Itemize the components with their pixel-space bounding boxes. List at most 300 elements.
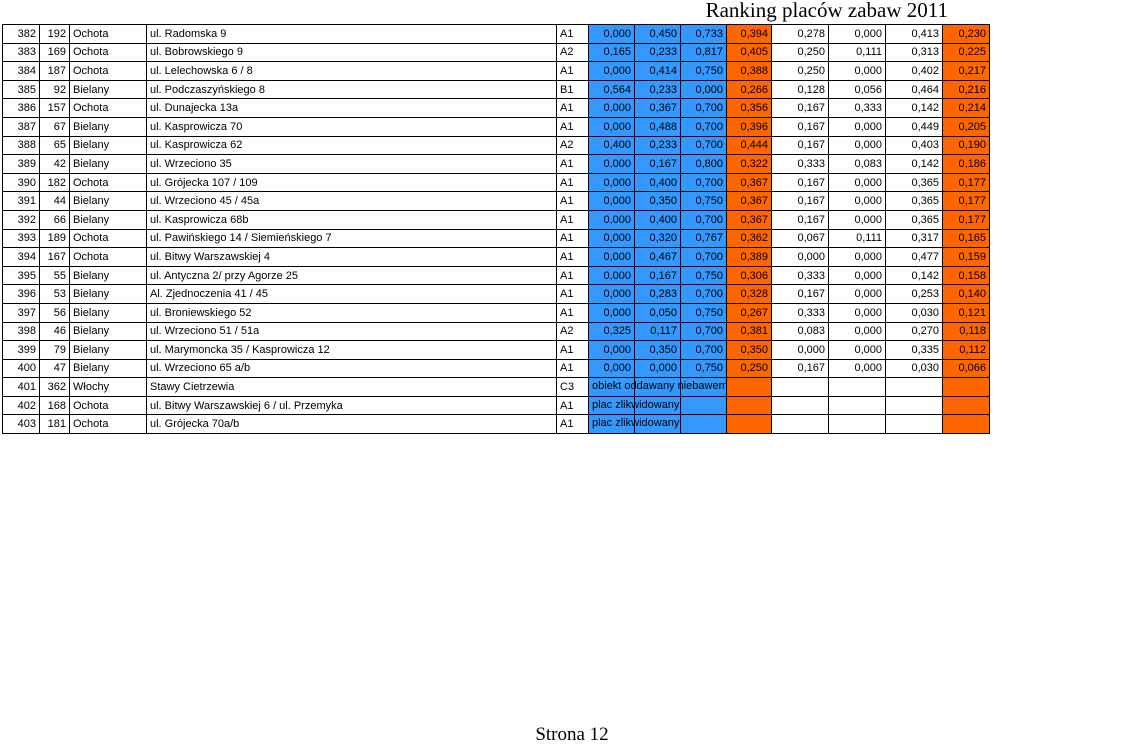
score-cell: 0,167: [772, 210, 829, 229]
score-cell-empty: [943, 396, 990, 415]
playground-number-cell: 65: [40, 136, 70, 155]
score-cell: 0,381: [727, 322, 772, 341]
score-cell: 0,400: [635, 173, 681, 192]
rank-position-cell: 385: [3, 80, 40, 99]
table-row: [3, 359, 990, 378]
address-cell: ul. Grójecka 107 / 109: [147, 173, 557, 192]
score-cell: 0,306: [727, 266, 772, 285]
category-cell: A1: [557, 266, 589, 285]
rank-position-cell: 382: [3, 25, 40, 44]
score-cell: 0,333: [772, 303, 829, 322]
score-cell: 0,112: [943, 341, 990, 360]
score-cell: 0,700: [681, 210, 727, 229]
score-cell: 0,367: [727, 192, 772, 211]
score-cell: 0,142: [886, 155, 943, 174]
address-cell: ul. Pawińskiego 14 / Siemieńskiego 7: [147, 229, 557, 248]
score-cell: 0,000: [829, 303, 886, 322]
rank-position-cell: 387: [3, 117, 40, 136]
district-cell: Ochota: [70, 25, 147, 44]
district-cell: Bielany: [70, 192, 147, 211]
score-cell: 0,000: [589, 229, 635, 248]
score-cell: 0,000: [829, 25, 886, 44]
score-cell: 0,167: [772, 136, 829, 155]
category-cell: A1: [557, 99, 589, 118]
score-cell: 0,444: [727, 136, 772, 155]
rank-position-cell: 401: [3, 378, 40, 397]
score-cell: 0,067: [772, 229, 829, 248]
score-cell: 0,000: [589, 248, 635, 267]
score-cell: 0,283: [635, 285, 681, 304]
playground-number-cell: 362: [40, 378, 70, 397]
note-cell: [589, 378, 728, 397]
rank-position-cell: 392: [3, 210, 40, 229]
playground-number-cell: 181: [40, 415, 70, 434]
score-cell: 0,165: [943, 229, 990, 248]
address-cell: ul. Marymoncka 35 / Kasprowicza 12: [147, 341, 557, 360]
address-cell: ul. Kasprowicza 70: [147, 117, 557, 136]
score-cell: 0,111: [829, 43, 886, 62]
table-row: [3, 303, 990, 322]
table-row: [3, 396, 990, 415]
address-cell: Stawy Cietrzewia: [147, 378, 557, 397]
playground-number-cell: 168: [40, 396, 70, 415]
district-cell: Bielany: [70, 303, 147, 322]
address-cell: ul. Wrzeciono 65 a/b: [147, 359, 557, 378]
score-cell-empty: [886, 415, 943, 434]
score-cell: 0,083: [829, 155, 886, 174]
address-cell: ul. Podczaszyńskiego 8: [147, 80, 557, 99]
district-cell: Ochota: [70, 99, 147, 118]
score-cell: 0,118: [943, 322, 990, 341]
score-cell-empty: [727, 415, 772, 434]
score-cell: 0,000: [829, 62, 886, 81]
score-cell: 0,335: [886, 341, 943, 360]
table-row: [3, 136, 990, 155]
table-row: [3, 285, 990, 304]
category-cell: A1: [557, 117, 589, 136]
score-cell: 0,159: [943, 248, 990, 267]
playground-number-cell: 187: [40, 62, 70, 81]
district-cell: Włochy: [70, 378, 147, 397]
score-cell: 0,322: [727, 155, 772, 174]
score-cell: 0,449: [886, 117, 943, 136]
score-cell: 0,367: [727, 210, 772, 229]
score-cell: 0,278: [772, 25, 829, 44]
address-cell: ul. Kasprowicza 62: [147, 136, 557, 155]
score-cell: 0,167: [772, 173, 829, 192]
rank-position-cell: 388: [3, 136, 40, 155]
score-cell: 0,000: [829, 266, 886, 285]
score-cell-empty: [943, 415, 990, 434]
score-cell: 0,000: [589, 192, 635, 211]
score-cell-empty: [681, 415, 727, 434]
score-cell: 0,000: [829, 341, 886, 360]
score-cell: 0,083: [772, 322, 829, 341]
score-cell: 0,000: [829, 322, 886, 341]
table-body: [3, 25, 990, 434]
score-cell: 0,750: [681, 303, 727, 322]
rank-position-cell: 384: [3, 62, 40, 81]
score-cell: 0,000: [681, 80, 727, 99]
category-cell: A1: [557, 210, 589, 229]
score-cell: 0,750: [681, 192, 727, 211]
score-cell-empty: [829, 396, 886, 415]
score-cell: 0,165: [589, 43, 635, 62]
score-cell: 0,000: [829, 248, 886, 267]
playground-number-cell: 192: [40, 25, 70, 44]
score-cell: 0,767: [681, 229, 727, 248]
score-cell: 0,167: [772, 359, 829, 378]
category-cell: A1: [557, 173, 589, 192]
rank-position-cell: 395: [3, 266, 40, 285]
score-cell: 0,817: [681, 43, 727, 62]
playground-number-cell: 47: [40, 359, 70, 378]
score-cell: 0,030: [886, 303, 943, 322]
address-cell: ul. Kasprowicza 68b: [147, 210, 557, 229]
playground-number-cell: 92: [40, 80, 70, 99]
rank-position-cell: 396: [3, 285, 40, 304]
score-cell-empty: [727, 396, 772, 415]
district-cell: Ochota: [70, 229, 147, 248]
playground-number-cell: 79: [40, 341, 70, 360]
rank-position-cell: 390: [3, 173, 40, 192]
score-cell: 0,000: [829, 359, 886, 378]
score-cell: 0,233: [635, 80, 681, 99]
score-cell: 0,388: [727, 62, 772, 81]
rank-position-cell: 393: [3, 229, 40, 248]
score-cell: 0,250: [727, 359, 772, 378]
score-cell-empty: [772, 396, 829, 415]
category-cell: B1: [557, 80, 589, 99]
score-cell: 0,000: [772, 341, 829, 360]
table-row: [3, 80, 990, 99]
score-cell: 0,050: [635, 303, 681, 322]
score-cell-empty: [727, 378, 772, 397]
score-cell: 0,313: [886, 43, 943, 62]
category-cell: A1: [557, 192, 589, 211]
address-cell: ul. Wrzeciono 51 / 51a: [147, 322, 557, 341]
score-cell: 0,167: [772, 99, 829, 118]
address-cell: ul. Broniewskiego 52: [147, 303, 557, 322]
score-cell: 0,205: [943, 117, 990, 136]
score-cell: 0,250: [772, 43, 829, 62]
score-cell-empty: [886, 378, 943, 397]
score-cell: 0,402: [886, 62, 943, 81]
table-row: [3, 173, 990, 192]
table-row: [3, 322, 990, 341]
category-cell: A1: [557, 229, 589, 248]
rank-position-cell: 400: [3, 359, 40, 378]
category-cell: A1: [557, 62, 589, 81]
score-cell: 0,142: [886, 266, 943, 285]
score-cell: 0,253: [886, 285, 943, 304]
score-cell: 0,066: [943, 359, 990, 378]
status-note: plac zlikwidowany: [592, 398, 680, 411]
rank-position-cell: 389: [3, 155, 40, 174]
score-cell: 0,233: [635, 136, 681, 155]
category-cell: A1: [557, 359, 589, 378]
score-cell: 0,333: [829, 99, 886, 118]
district-cell: Bielany: [70, 359, 147, 378]
score-cell: 0,266: [727, 80, 772, 99]
score-cell: 0,333: [772, 155, 829, 174]
category-cell: A1: [557, 396, 589, 415]
score-cell: 0,328: [727, 285, 772, 304]
category-cell: A2: [557, 322, 589, 341]
score-cell: 0,177: [943, 173, 990, 192]
score-cell-empty: [829, 415, 886, 434]
score-cell: 0,700: [681, 341, 727, 360]
address-cell: ul. Lelechowska 6 / 8: [147, 62, 557, 81]
score-cell: 0,000: [589, 303, 635, 322]
score-cell: 0,217: [943, 62, 990, 81]
playground-number-cell: 55: [40, 266, 70, 285]
playground-number-cell: 189: [40, 229, 70, 248]
score-cell: 0,405: [727, 43, 772, 62]
score-cell: 0,750: [681, 266, 727, 285]
district-cell: Bielany: [70, 341, 147, 360]
address-cell: ul. Dunajecka 13a: [147, 99, 557, 118]
score-cell: 0,450: [635, 25, 681, 44]
score-cell: 0,270: [886, 322, 943, 341]
address-cell: Al. Zjednoczenia 41 / 45: [147, 285, 557, 304]
table-row: [3, 378, 990, 397]
district-cell: Bielany: [70, 136, 147, 155]
score-cell: 0,400: [635, 210, 681, 229]
score-cell: 0,413: [886, 25, 943, 44]
score-cell: 0,225: [943, 43, 990, 62]
rank-position-cell: 394: [3, 248, 40, 267]
score-cell: 0,700: [681, 117, 727, 136]
address-cell: ul. Bobrowskiego 9: [147, 43, 557, 62]
score-cell: 0,414: [635, 62, 681, 81]
score-cell: 0,800: [681, 155, 727, 174]
score-cell: 0,000: [589, 266, 635, 285]
score-cell: 0,700: [681, 173, 727, 192]
page-footer: Strona 12: [535, 724, 609, 745]
table-row: [3, 25, 990, 44]
score-cell: 0,325: [589, 322, 635, 341]
table-row: [3, 341, 990, 360]
score-cell: 0,356: [727, 99, 772, 118]
score-cell: 0,167: [635, 155, 681, 174]
rank-position-cell: 397: [3, 303, 40, 322]
score-cell: 0,394: [727, 25, 772, 44]
score-cell: 0,214: [943, 99, 990, 118]
status-note: obiekt oddawany niebawem: [592, 380, 728, 393]
score-cell: 0,140: [943, 285, 990, 304]
score-cell: 0,000: [589, 117, 635, 136]
playground-number-cell: 67: [40, 117, 70, 136]
score-cell: 0,056: [829, 80, 886, 99]
table-row: [3, 266, 990, 285]
score-cell: 0,488: [635, 117, 681, 136]
playground-number-cell: 167: [40, 248, 70, 267]
score-cell: 0,350: [635, 341, 681, 360]
score-cell: 0,128: [772, 80, 829, 99]
status-note: plac zlikwidowany: [592, 417, 680, 430]
score-cell: 0,142: [886, 99, 943, 118]
score-cell: 0,000: [772, 248, 829, 267]
playground-number-cell: 169: [40, 43, 70, 62]
score-cell: 0,117: [635, 322, 681, 341]
score-cell: 0,000: [589, 62, 635, 81]
score-cell: 0,333: [772, 266, 829, 285]
rank-position-cell: 386: [3, 99, 40, 118]
score-cell: 0,177: [943, 210, 990, 229]
note-cell: [589, 415, 680, 434]
score-cell: 0,167: [772, 285, 829, 304]
ranking-table: [2, 24, 990, 434]
address-cell: ul. Antyczna 2/ przy Agorze 25: [147, 266, 557, 285]
table-row: [3, 43, 990, 62]
score-cell: 0,750: [681, 62, 727, 81]
table-row: [3, 210, 990, 229]
table-row: [3, 155, 990, 174]
score-cell: 0,158: [943, 266, 990, 285]
table-row: [3, 99, 990, 118]
score-cell: 0,000: [589, 99, 635, 118]
score-cell: 0,216: [943, 80, 990, 99]
score-cell: 0,389: [727, 248, 772, 267]
score-cell: 0,320: [635, 229, 681, 248]
district-cell: Ochota: [70, 248, 147, 267]
rank-position-cell: 399: [3, 341, 40, 360]
address-cell: ul. Bitwy Warszawskiej 6 / ul. Przemyka: [147, 396, 557, 415]
score-cell: 0,403: [886, 136, 943, 155]
score-cell: 0,030: [886, 359, 943, 378]
score-cell: 0,230: [943, 25, 990, 44]
score-cell: 0,367: [727, 173, 772, 192]
score-cell: 0,111: [829, 229, 886, 248]
score-cell: 0,700: [681, 248, 727, 267]
category-cell: A1: [557, 248, 589, 267]
score-cell: 0,000: [589, 210, 635, 229]
score-cell: 0,396: [727, 117, 772, 136]
score-cell: 0,190: [943, 136, 990, 155]
district-cell: Bielany: [70, 266, 147, 285]
district-cell: Bielany: [70, 80, 147, 99]
score-cell: 0,177: [943, 192, 990, 211]
playground-number-cell: 44: [40, 192, 70, 211]
score-cell-empty: [886, 396, 943, 415]
address-cell: ul. Grójecka 70a/b: [147, 415, 557, 434]
score-cell: 0,167: [635, 266, 681, 285]
playground-number-cell: 157: [40, 99, 70, 118]
district-cell: Ochota: [70, 43, 147, 62]
score-cell: 0,477: [886, 248, 943, 267]
score-cell: 0,121: [943, 303, 990, 322]
score-cell: 0,186: [943, 155, 990, 174]
score-cell: 0,367: [635, 99, 681, 118]
score-cell: 0,464: [886, 80, 943, 99]
score-cell: 0,700: [681, 136, 727, 155]
table-row: [3, 248, 990, 267]
category-cell: C3: [557, 378, 589, 397]
score-cell-empty: [772, 415, 829, 434]
note-cell: [589, 396, 680, 415]
table-row: [3, 62, 990, 81]
score-cell: 0,365: [886, 192, 943, 211]
category-cell: A1: [557, 155, 589, 174]
district-cell: Ochota: [70, 396, 147, 415]
address-cell: ul. Wrzeciono 45 / 45a: [147, 192, 557, 211]
address-cell: ul. Wrzeciono 35: [147, 155, 557, 174]
score-cell: 0,167: [772, 192, 829, 211]
district-cell: Ochota: [70, 62, 147, 81]
score-cell: 0,000: [635, 359, 681, 378]
score-cell-empty: [829, 378, 886, 397]
score-cell: 0,233: [635, 43, 681, 62]
score-cell: 0,733: [681, 25, 727, 44]
playground-number-cell: 56: [40, 303, 70, 322]
district-cell: Bielany: [70, 210, 147, 229]
table-row: [3, 192, 990, 211]
page-title: Ranking placów zabaw 2011: [705, 0, 948, 22]
table-row: [3, 229, 990, 248]
score-cell: 0,000: [589, 173, 635, 192]
score-cell: 0,000: [589, 359, 635, 378]
score-cell: 0,000: [829, 210, 886, 229]
score-cell: 0,365: [886, 173, 943, 192]
score-cell: 0,700: [681, 285, 727, 304]
score-cell: 0,350: [727, 341, 772, 360]
score-cell: 0,365: [886, 210, 943, 229]
score-cell: 0,000: [829, 117, 886, 136]
category-cell: A2: [557, 136, 589, 155]
score-cell-empty: [681, 396, 727, 415]
category-cell: A1: [557, 25, 589, 44]
score-cell: 0,000: [589, 155, 635, 174]
district-cell: Bielany: [70, 322, 147, 341]
category-cell: A1: [557, 415, 589, 434]
score-cell: 0,250: [772, 62, 829, 81]
score-cell: 0,700: [681, 99, 727, 118]
score-cell: 0,700: [681, 322, 727, 341]
score-cell: 0,317: [886, 229, 943, 248]
district-cell: Ochota: [70, 173, 147, 192]
rank-position-cell: 403: [3, 415, 40, 434]
district-cell: Ochota: [70, 415, 147, 434]
score-cell: 0,000: [589, 25, 635, 44]
category-cell: A1: [557, 303, 589, 322]
district-cell: Bielany: [70, 117, 147, 136]
score-cell: 0,000: [589, 285, 635, 304]
district-cell: Bielany: [70, 285, 147, 304]
score-cell-empty: [772, 378, 829, 397]
rank-position-cell: 402: [3, 396, 40, 415]
score-cell: 0,000: [829, 173, 886, 192]
rank-position-cell: 398: [3, 322, 40, 341]
score-cell: 0,362: [727, 229, 772, 248]
category-cell: A2: [557, 43, 589, 62]
score-cell-empty: [943, 378, 990, 397]
score-cell: 0,000: [589, 341, 635, 360]
rank-position-cell: 383: [3, 43, 40, 62]
score-cell: 0,000: [829, 285, 886, 304]
playground-number-cell: 46: [40, 322, 70, 341]
score-cell: 0,467: [635, 248, 681, 267]
score-cell: 0,000: [829, 192, 886, 211]
score-cell: 0,267: [727, 303, 772, 322]
score-cell: 0,000: [829, 136, 886, 155]
score-cell: 0,400: [589, 136, 635, 155]
address-cell: ul. Radomska 9: [147, 25, 557, 44]
table-row: [3, 415, 990, 434]
playground-number-cell: 53: [40, 285, 70, 304]
score-cell: 0,564: [589, 80, 635, 99]
score-cell: 0,750: [681, 359, 727, 378]
